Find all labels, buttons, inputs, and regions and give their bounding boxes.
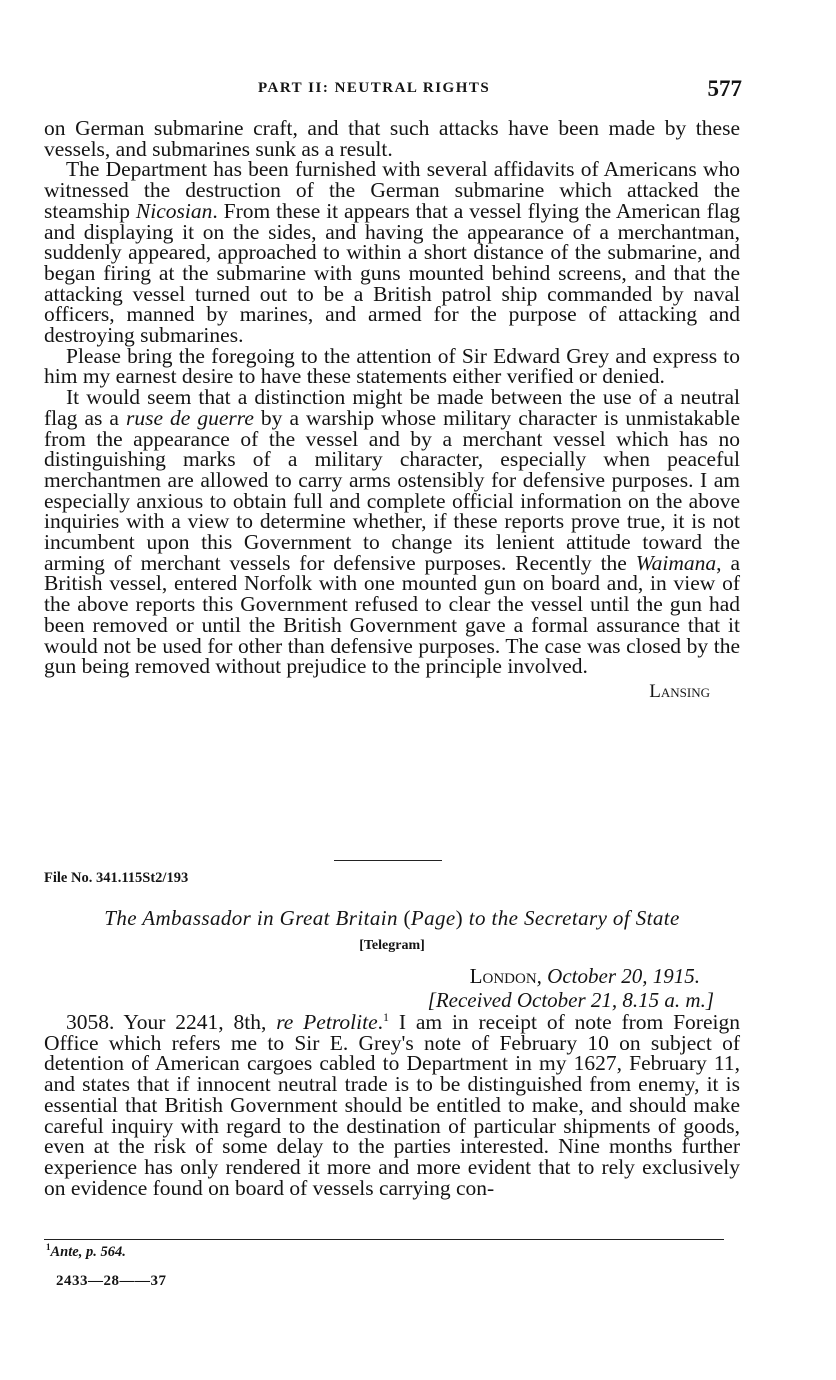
paragraph-request: Please bring the foregoing to the attention of Sir Edward Grey and express to him my earnest desire to have these statements either verified or denied. xyxy=(44,343,740,389)
dateline xyxy=(427,964,714,1012)
footnote-marker: 1 xyxy=(382,1009,389,1024)
paragraph-affidavits: The Department has been furnished with several affidavits of Americans who witnessed the destruction of the German submarine which attacked the steamship Nicosian. From these it appears that a vessel flying the American flag and displaying it on the sides, and having the appearance of a merchantman, suddenly appeared, approached to within a short distance of the submarine, and began firing at the submarine with guns mounted behind screens, and that the attacking vessel turned out to be a British patrol ship commanded by naval officers, manned by marines, and armed for the purpose of attacking and destroying submarines. xyxy=(44,157,740,348)
signature: Lansing xyxy=(649,680,710,702)
ship-name-waimana: Waimana xyxy=(635,550,717,575)
telegram-body xyxy=(44,1009,740,1200)
footnote: $^1$Ante, p. 564. xyxy=(46,1242,126,1260)
print-code: 2433—28——37 xyxy=(56,1273,167,1289)
received-line: [Received October 21, 8.15 a. m.] xyxy=(427,988,714,1012)
paragraph-continued: on German submarine craft, and that such attacks have been made by these vessels, and submarines sunk as a result. xyxy=(44,116,740,161)
paragraph-distinction: It would seem that a distinction might be made between the use of a neutral flag as a ruse de guerre by a warship whose military character is unmistakable from the appearance of the vessel and by a merchant vessel which has no distinguishing marks of a military character, especially when peaceful merchantmen are allowed to carry arms ostensibly for defensive purposes. I am especially anxious to obtain full and complete official information on the above inquiries with a view to determine whether, if these reports prove true, it is not incumbent upon this Government to change its lenient attitude toward the arming of merchant vessels for defensive purposes. Recently the Waimana, a British vessel, entered Norfolk with one mounted gun on board and, in view of the above reports this Government refused to clear the vessel until the gun had been removed or until the British Government gave a formal assurance that it would not be used for other than defensive purposes. The case was closed by the gun being removed without prejudice to the principle involved. xyxy=(44,385,740,679)
document-heading: The Ambassador in Great Britain (Page) to the Secretary of State xyxy=(104,906,680,930)
dateline-city: London xyxy=(469,964,537,988)
ship-name-nicosian: Nicosian xyxy=(135,198,213,223)
subject-ref: re Petrolite xyxy=(276,1010,378,1034)
document-type: [Telegram] xyxy=(359,938,425,953)
section-divider xyxy=(334,860,442,861)
letter-body xyxy=(44,118,740,703)
dateline-date: , October 20, 1915. xyxy=(536,964,700,988)
running-header xyxy=(44,76,740,104)
footnote-rule xyxy=(44,1239,724,1240)
running-title: PART II: NEUTRAL RIGHTS xyxy=(258,80,491,96)
phrase-ruse-de-guerre: ruse de guerre xyxy=(125,405,254,430)
page-number: 577 xyxy=(707,76,742,101)
paragraph-3058: 3058. Your 2241, 8th, re Petrolite.$^1$ I am in receipt of note from Foreign Office which refers me to Sir E. Grey's note of February 10 on subject of detention of American cargoes cabled to Department in my 1627, February 11, and states that if innocent neutral trade is to be distinguished from enemy, it is essential that British Government should be entitled to make, and should make careful inquiry with regard to the destination of particular shipments of goods, even at the risk of some delay to the parties interested. Nine months further experience has only rendered it more and more evident that to rely exclusively on evidence found on board of vessels carrying con- xyxy=(44,1009,740,1200)
document-page xyxy=(44,0,740,1380)
file-number: File No. 341.115St2/193 xyxy=(44,870,189,886)
dateline-place-date xyxy=(428,964,700,988)
